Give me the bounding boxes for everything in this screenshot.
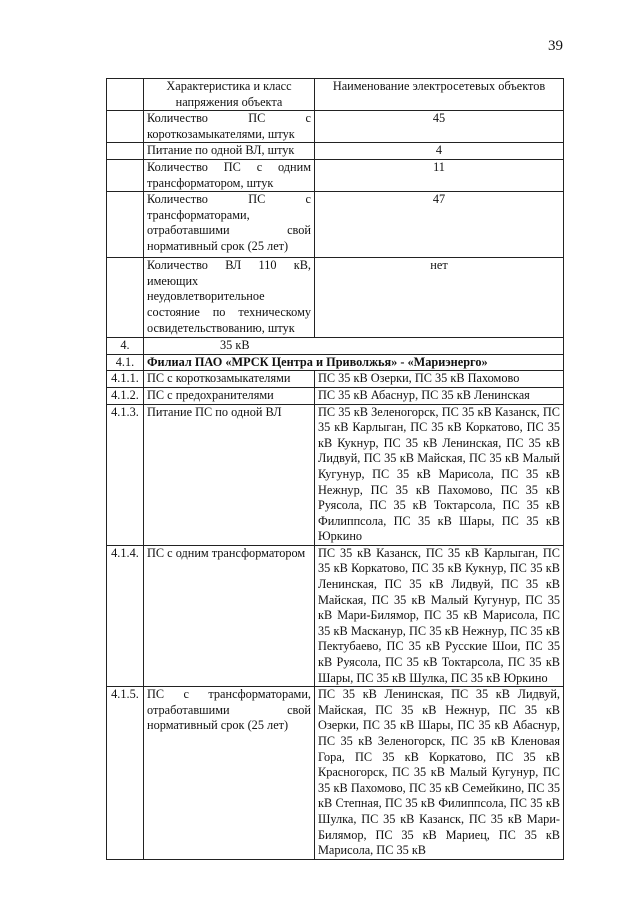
row-num: 4.1.3. — [107, 404, 144, 545]
row-value: ПС 35 кВ Абаснур, ПС 35 кВ Ленинская — [315, 387, 564, 404]
row-num: 4.1.1. — [107, 371, 144, 388]
row-value: ПС 35 кВ Зеленогорск, ПС 35 кВ Казанск, ПС 35 кВ Карлыган, ПС 35 кВ Коркатово, ПС 35 кВ Кукнур, ПС 35 кВ Ленинская, ПС 35 кВ Лидвуй, ПС 35 кВ Майская, ПС 35 кВ Малый Кугунур, ПС 35 кВ Марисола, ПС 35 кВ Нежнур, ПС 35 кВ Пахомово, ПС 35 кВ Руясола, ПС 35 кВ Токтарсола, ПС 35 кВ Филиппсола, ПС 35 кВ Шары, ПС 35 кВ Юркино — [315, 404, 564, 545]
table-row — [107, 159, 564, 191]
row-feature: ПС с предохранителями — [144, 387, 315, 404]
table-row — [107, 387, 564, 404]
table-header-row — [107, 79, 564, 111]
row-value: 45 — [315, 111, 564, 143]
row-value: 4 — [315, 143, 564, 160]
row-value: ПС 35 кВ Ленинская, ПС 35 кВ Лидвуй, Майская, ПС 35 кВ Нежнур, ПС 35 кВ Озерки, ПС 35 кВ Шары, ПС 35 кВ Абаснур, ПС 35 кВ Зеленогорск, ПС 35 кВ Кленовая Гора, ПС 35 кВ Коркатово, ПС 35 кВ Красногорск, ПС 35 кВ Малый Кугунур, ПС 35 кВ Пахомово, ПС 35 кВ Семейкино, ПС 35 кВ Степная, ПС 35 кВ Филиппсола, ПС 35 кВ Шулка, ПС 35 кВ Казанск, ПС 35 кВ Мари-Билямор, ПС 35 кВ Мариец, ПС 35 кВ Марисола, ПС 35 кВ — [315, 687, 564, 860]
row-feature: ПС с трансформаторами, отработавшими свой нормативный срок (25 лет) — [144, 687, 315, 860]
row-num — [107, 143, 144, 160]
row-feature: Питание ПС по одной ВЛ — [144, 404, 315, 545]
branch-heading: Филиал ПАО «МРСК Центра и Приволжья» - «Мариэнерго» — [144, 354, 564, 371]
header-objects: Наименование электросетевых объектов — [315, 79, 564, 111]
row-value: 11 — [315, 159, 564, 191]
row-num: 4.1. — [107, 354, 144, 371]
row-num — [107, 159, 144, 191]
row-value: нет — [315, 258, 564, 338]
section-heading: 35 кВ — [144, 338, 564, 355]
table-row — [107, 404, 564, 545]
row-value: 47 — [315, 192, 564, 258]
table-row — [107, 192, 564, 258]
page-number: 39 — [548, 38, 563, 54]
row-num — [107, 192, 144, 258]
row-feature: ПС с короткозамыкателями — [144, 371, 315, 388]
row-feature: Количество ПС с короткозамыкателями, штук — [144, 111, 315, 143]
row-num: 4.1.5. — [107, 687, 144, 860]
header-num-cell — [107, 79, 144, 111]
table-row — [107, 545, 564, 686]
table-row — [107, 354, 564, 371]
row-value: ПС 35 кВ Озерки, ПС 35 кВ Пахомово — [315, 371, 564, 388]
row-feature: Количество ВЛ 110 кВ, имеющих неудовлетворительное состояние по техническому освидетельствованию, штук — [144, 258, 315, 338]
row-feature: Питание по одной ВЛ, штук — [144, 143, 315, 160]
row-num: 4.1.4. — [107, 545, 144, 686]
row-feature: Количество ПС с трансформаторами, отработавшими свой нормативный срок (25 лет) — [144, 192, 315, 258]
table-row — [107, 371, 564, 388]
row-feature: Количество ПС с одним трансформатором, штук — [144, 159, 315, 191]
row-feature: ПС с одним трансформатором — [144, 545, 315, 686]
row-num: 4. — [107, 338, 144, 355]
row-num — [107, 111, 144, 143]
row-value: ПС 35 кВ Казанск, ПС 35 кВ Карлыган, ПС 35 кВ Коркатово, ПС 35 кВ Кукнур, ПС 35 кВ Ленинская, ПС 35 кВ Лидвуй, ПС 35 кВ Майская, ПС 35 кВ Малый Кугунур, ПС 35 кВ Мари-Билямор, ПС 35 кВ Марисола, ПС 35 кВ Масканур, ПС 35 кВ Нежнур, ПС 35 кВ Пектубаево, ПС 35 кВ Русские Шои, ПС 35 кВ Руясола, ПС 35 кВ Токтарсола, ПС 35 кВ Шары, ПС 35 кВ Шулка, ПС 35 кВ Юркино — [315, 545, 564, 686]
table-row — [107, 258, 564, 338]
row-num: 4.1.2. — [107, 387, 144, 404]
objects-table — [106, 78, 564, 860]
table-row — [107, 143, 564, 160]
header-feature: Характеристика и класс напряжения объекта — [144, 79, 315, 111]
table-row — [107, 338, 564, 355]
table-row — [107, 111, 564, 143]
row-num — [107, 258, 144, 338]
table-row — [107, 687, 564, 860]
